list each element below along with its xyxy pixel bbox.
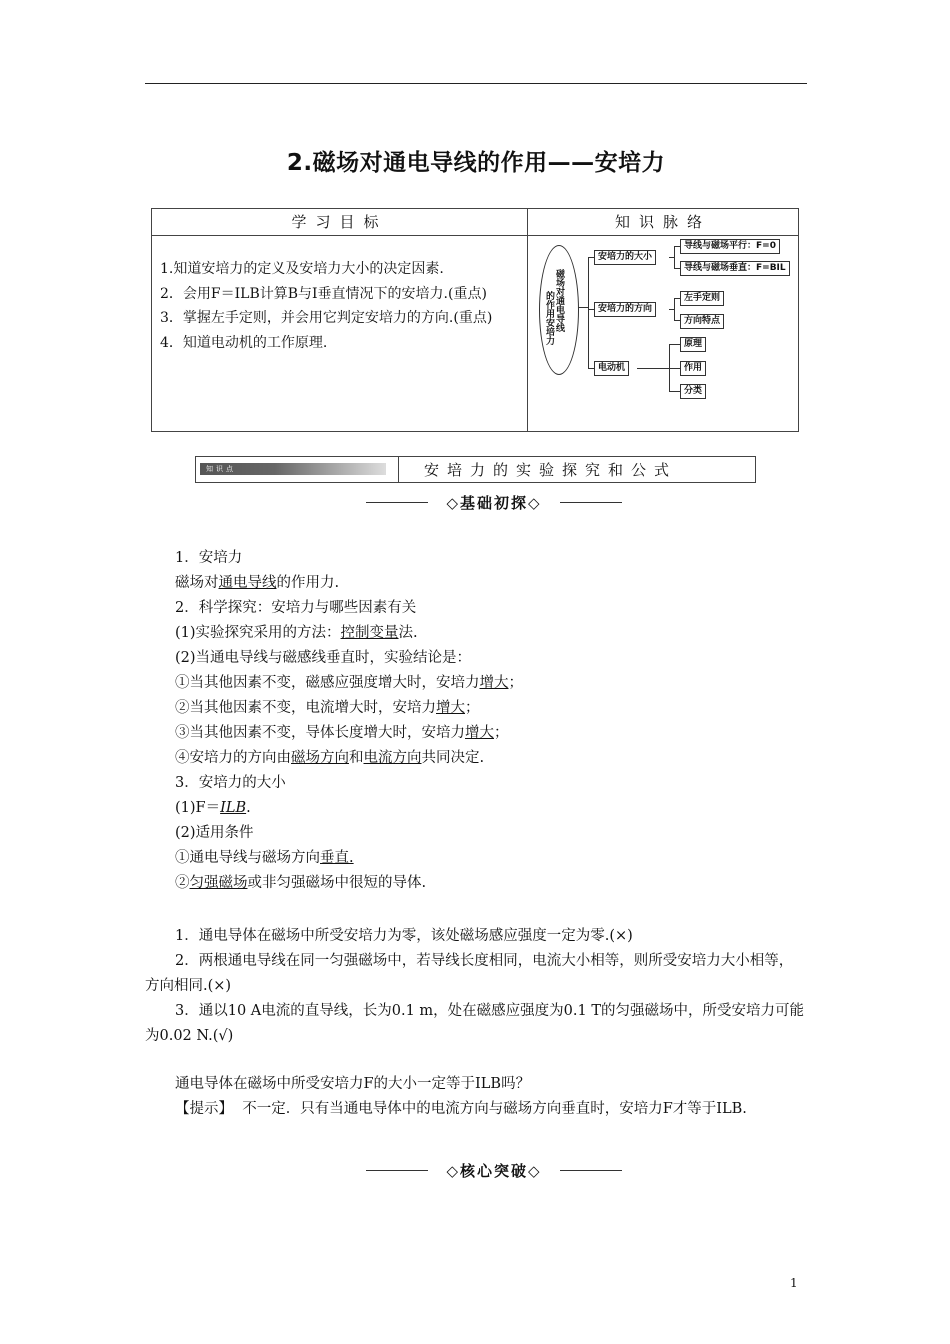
paragraph: 磁场对通电导线的作用力. (175, 575, 340, 591)
mindmap-leaf: 分类 (680, 384, 706, 399)
mindmap-branch-magnitude: 安培力的大小 (594, 250, 656, 265)
formula: (1)F＝ILB. (175, 800, 251, 816)
judgement-item: 1．通电导体在磁场中所受安培力为零，该处磁场感应强度一定为零.(×) (175, 928, 633, 944)
knowledge-map-header: 知识脉络 (614, 213, 711, 231)
page-number: 1 (790, 1276, 798, 1290)
mindmap-leaf: 左手定则 (680, 291, 724, 306)
objectives-list (160, 257, 520, 355)
objectives-table (151, 208, 799, 432)
judgement-item: 2．两根通电导线在同一匀强磁场中，若导线长度相同，电流大小相等，则所受安培力大小相等，方向相同.(×) (145, 953, 794, 994)
mindmap-branch-direction: 安培力的方向 (594, 302, 656, 317)
objective-item: 4．知道电动机的工作原理. (160, 334, 328, 351)
mindmap-leaf: 作用 (680, 361, 706, 376)
paragraph: (1)实验探究采用的方法：控制变量法. (175, 625, 418, 641)
paragraph: (2)当通电导线与磁感线垂直时，实验结论是： (175, 650, 472, 666)
heading: 2．科学探究：安培力与哪些因素有关 (175, 600, 417, 616)
hint: 【提示】 不一定．只有当通电导体中的电流方向与磁场方向垂直时，安培力F才等于ILB. (175, 1101, 747, 1117)
mindmap-root-text-a: 磁场对通电导线 (554, 269, 564, 332)
objective-item: 3．掌握左手定则，并会用它判定安培力的方向.(重点) (160, 310, 493, 326)
objective-item: 1.知道安培力的定义及安培力大小的决定因素. (160, 261, 444, 277)
mindmap-leaf: 原理 (680, 337, 706, 352)
page-title: 2.磁场对通电导线的作用——安培力 (286, 150, 666, 176)
list-item: ①通电导线与磁场方向垂直. (175, 850, 354, 866)
objectives-header: 学习目标 (291, 213, 388, 231)
mindmap-leaf: 导线与磁场平行：F=0 (680, 239, 780, 254)
section-tag: 知识点 (200, 463, 386, 475)
mindmap-branch-motor: 电动机 (594, 361, 629, 376)
heading: 3．安培力的大小 (175, 775, 286, 791)
judgement-list (145, 924, 807, 1049)
list-item: ④安培力的方向由磁场方向和电流方向共同决定. (175, 750, 485, 766)
divider-basic: ◇基础初探◇ (360, 492, 628, 512)
list-item: ②当其他因素不变，电流增大时，安培力增大； (175, 700, 480, 716)
mindmap-root-text-b: 的作用安培力 (544, 291, 554, 345)
paragraph: (2)适用条件 (175, 825, 254, 841)
list-item: ③当其他因素不变，导体长度增大时，安培力增大； (175, 725, 509, 741)
heading: 1．安培力 (175, 550, 243, 566)
section-title: 安培力的实验探究和公式 (424, 461, 678, 479)
section-bar (195, 456, 756, 483)
question: 通电导体在磁场中所受安培力F的大小一定等于ILB吗？ (175, 1076, 531, 1092)
question-block (145, 1072, 807, 1122)
list-item: ①当其他因素不变，磁感应强度增大时，安培力增大； (175, 675, 523, 691)
list-item: ②匀强磁场或非匀强磁场中很短的导体. (175, 875, 427, 891)
judgement-item: 3．通以10 A电流的直导线，长为0.1 m，处在磁感应强度为0.1 T的匀强磁场中，所受安培力可能为0.02 N.(√) (145, 1003, 805, 1044)
header-rule (145, 83, 807, 84)
content-body (175, 546, 815, 896)
objective-item: 2．会用F＝ILB计算B与I垂直情况下的安培力.(重点) (160, 285, 487, 302)
divider-core: ◇核心突破◇ (360, 1160, 628, 1180)
mindmap-leaf: 导线与磁场垂直：F=BIL (680, 261, 790, 276)
knowledge-mindmap (532, 239, 796, 429)
mindmap-leaf: 方向特点 (680, 314, 724, 329)
